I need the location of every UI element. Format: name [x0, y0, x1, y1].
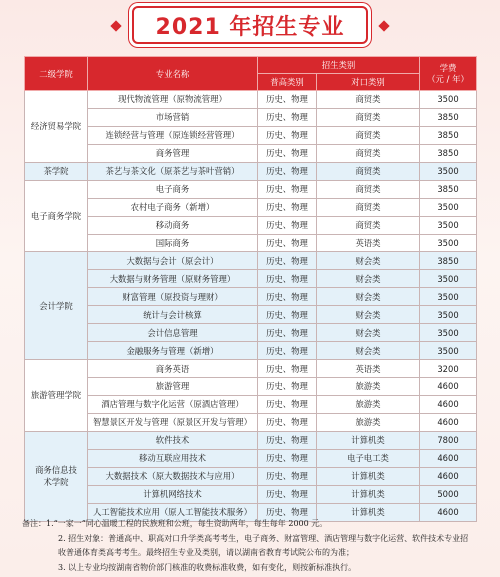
- major-cell: 农村电子商务（新增）: [88, 198, 258, 216]
- fee-cell: 4600: [420, 395, 477, 413]
- major-cell: 移动商务: [88, 216, 258, 234]
- major-header: 专业名称: [88, 57, 258, 91]
- general-subject-cell: 历史、物理: [258, 144, 317, 162]
- table-row: [25, 413, 477, 431]
- fee-cell: 3850: [420, 126, 477, 144]
- vocational-category-cell: 商贸类: [317, 144, 420, 162]
- fee-cell: 7800: [420, 431, 477, 449]
- vocational-category-cell: 商贸类: [317, 216, 420, 234]
- vocational-category-cell: 旅游类: [317, 413, 420, 431]
- major-cell: 市场营销: [88, 108, 258, 126]
- fee-cell: 5000: [420, 485, 477, 503]
- major-cell: 大数据与财务管理（原财务管理）: [88, 270, 258, 288]
- vocational-category-cell: 财会类: [317, 270, 420, 288]
- major-cell: 商务英语: [88, 360, 258, 378]
- fee-header-line2: （元 / 年）: [427, 73, 469, 84]
- table-row: [25, 324, 477, 342]
- table-body: [25, 91, 477, 522]
- footnotes: [22, 517, 484, 575]
- fee-cell: 4600: [420, 413, 477, 431]
- table-row: [25, 395, 477, 413]
- vocational-category-cell: 商贸类: [317, 162, 420, 180]
- table-row: [25, 288, 477, 306]
- general-subject-cell: 历史、物理: [258, 324, 317, 342]
- table-row: [25, 342, 477, 360]
- general-subject-cell: 历史、物理: [258, 413, 317, 431]
- general-subject-cell: 历史、物理: [258, 234, 317, 252]
- major-cell: 移动互联应用技术: [88, 449, 258, 467]
- general-subject-cell: 历史、物理: [258, 288, 317, 306]
- vocational-category-cell: 财会类: [317, 342, 420, 360]
- fee-cell: 3850: [420, 180, 477, 198]
- vocational-category-cell: 电子电工类: [317, 449, 420, 467]
- general-subject-cell: 历史、物理: [258, 270, 317, 288]
- college-name: 会计学院: [25, 252, 88, 360]
- major-cell: 统计与会计核算: [88, 306, 258, 324]
- major-cell: 旅游管理: [88, 378, 258, 396]
- general-subject-cell: 历史、物理: [258, 198, 317, 216]
- college-name: 旅游管理学院: [25, 360, 88, 432]
- vocational-category-cell: 商贸类: [317, 198, 420, 216]
- table-row: [25, 144, 477, 162]
- college-name: 茶学院: [25, 162, 88, 180]
- vocational-category-cell: 财会类: [317, 288, 420, 306]
- table-row: [25, 91, 477, 109]
- table-row: [25, 270, 477, 288]
- vocational-category-cell: 商贸类: [317, 126, 420, 144]
- college-name: 商务信息技术学院: [25, 431, 88, 521]
- table-row: [25, 378, 477, 396]
- vocational-category-cell: 财会类: [317, 324, 420, 342]
- table-row: [25, 198, 477, 216]
- fee-cell: 3500: [420, 342, 477, 360]
- fee-cell: 3500: [420, 288, 477, 306]
- vocational-header: 对口类别: [317, 74, 420, 91]
- college-header: 二级学院: [25, 57, 88, 91]
- fee-cell: 4600: [420, 378, 477, 396]
- fee-cell: 3500: [420, 91, 477, 109]
- general-subject-cell: 历史、物理: [258, 485, 317, 503]
- page-title: 2021 年招生专业: [155, 14, 345, 40]
- general-subject-cell: 历史、物理: [258, 467, 317, 485]
- general-subject-cell: 历史、物理: [258, 91, 317, 109]
- general-subject-cell: 历史、物理: [258, 216, 317, 234]
- fee-cell: 3500: [420, 234, 477, 252]
- vocational-category-cell: 计算机类: [317, 485, 420, 503]
- general-subject-cell: 历史、物理: [258, 431, 317, 449]
- vocational-category-cell: 商贸类: [317, 108, 420, 126]
- fee-cell: 4600: [420, 503, 477, 521]
- table-row: [25, 162, 477, 180]
- major-cell: 财富管理（原投资与理财）: [88, 288, 258, 306]
- fee-cell: 3200: [420, 360, 477, 378]
- vocational-category-cell: 财会类: [317, 252, 420, 270]
- fee-cell: 4600: [420, 449, 477, 467]
- note-line: 备注：1.“一家一”同心温暖工程的民族班和公班，每生资助两年，每生每年 2000 元。: [22, 519, 328, 528]
- fee-cell: 4600: [420, 467, 477, 485]
- general-subject-cell: 历史、物理: [258, 395, 317, 413]
- title-frame: [132, 6, 368, 44]
- table-row: [25, 485, 477, 503]
- fee-cell: 3500: [420, 216, 477, 234]
- table-row: [25, 234, 477, 252]
- general-subject-cell: 历史、物理: [258, 180, 317, 198]
- vocational-category-cell: 计算机类: [317, 431, 420, 449]
- general-subject-cell: 历史、物理: [258, 306, 317, 324]
- general-subject-cell: 历史、物理: [258, 503, 317, 521]
- fee-cell: 3500: [420, 306, 477, 324]
- major-cell: 软件技术: [88, 431, 258, 449]
- major-cell: 商务管理: [88, 144, 258, 162]
- fee-cell: 3500: [420, 270, 477, 288]
- table-row: [25, 431, 477, 449]
- table-row: [25, 216, 477, 234]
- title-banner: [0, 0, 500, 44]
- ornament-diamond-icon: [378, 20, 389, 31]
- table-row: [25, 467, 477, 485]
- general-subject-cell: 历史、物理: [258, 126, 317, 144]
- admissions-table: [24, 56, 477, 522]
- table-row: [25, 108, 477, 126]
- general-header: 普高类别: [258, 74, 317, 91]
- table-row: [25, 126, 477, 144]
- general-subject-cell: 历史、物理: [258, 378, 317, 396]
- major-cell: 现代物流管理（原物流管理）: [88, 91, 258, 109]
- general-subject-cell: 历史、物理: [258, 252, 317, 270]
- major-cell: 国际商务: [88, 234, 258, 252]
- major-cell: 智慧景区开发与管理（原景区开发与管理）: [88, 413, 258, 431]
- fee-cell: 3850: [420, 144, 477, 162]
- vocational-category-cell: 英语类: [317, 360, 420, 378]
- major-cell: 人工智能技术应用（原人工智能技术服务）: [88, 503, 258, 521]
- major-cell: 酒店管理与数字化运营（原酒店管理）: [88, 395, 258, 413]
- vocational-category-cell: 英语类: [317, 234, 420, 252]
- vocational-category-cell: 财会类: [317, 306, 420, 324]
- table-row: [25, 252, 477, 270]
- vocational-category-cell: 商贸类: [317, 180, 420, 198]
- category-header: 招生类别: [258, 57, 420, 74]
- major-cell: 金融服务与管理（新增）: [88, 342, 258, 360]
- major-cell: 计算机网络技术: [88, 485, 258, 503]
- vocational-category-cell: 旅游类: [317, 395, 420, 413]
- college-name: 经济贸易学院: [25, 91, 88, 163]
- note-line: 2. 招生对象：普通高中、职高对口升学类高考考生，电子商务、财富管理、酒店管理与数字化运营、软件技术专业招: [58, 533, 469, 543]
- table-row: [25, 360, 477, 378]
- general-subject-cell: 历史、物理: [258, 449, 317, 467]
- table-row: [25, 180, 477, 198]
- fee-header: [420, 57, 477, 91]
- fee-cell: 3850: [420, 252, 477, 270]
- table-row: [25, 306, 477, 324]
- vocational-category-cell: 计算机类: [317, 467, 420, 485]
- major-cell: 大数据技术（原大数据技术与应用）: [88, 467, 258, 485]
- college-name: 电子商务学院: [25, 180, 88, 252]
- major-cell: 茶艺与茶文化（原茶艺与茶叶营销）: [88, 162, 258, 180]
- vocational-category-cell: 计算机类: [317, 503, 420, 521]
- major-cell: 电子商务: [88, 180, 258, 198]
- fee-cell: 3500: [420, 324, 477, 342]
- ornament-diamond-icon: [110, 20, 121, 31]
- fee-cell: 3500: [420, 162, 477, 180]
- fee-cell: 3500: [420, 198, 477, 216]
- note-line: 收普通体育类高考考生。最终招生专业及类别，请以湖南省教育考试院公布的为准；: [58, 548, 354, 557]
- general-subject-cell: 历史、物理: [258, 162, 317, 180]
- major-cell: 会计信息管理: [88, 324, 258, 342]
- vocational-category-cell: 旅游类: [317, 378, 420, 396]
- general-subject-cell: 历史、物理: [258, 108, 317, 126]
- general-subject-cell: 历史、物理: [258, 342, 317, 360]
- vocational-category-cell: 商贸类: [317, 91, 420, 109]
- major-cell: 连锁经营与管理（原连锁经营管理）: [88, 126, 258, 144]
- note-line: 3. 以上专业均按湖南省物价部门核准的收费标准收费，如有变化，则按新标准执行。: [58, 562, 357, 572]
- general-subject-cell: 历史、物理: [258, 360, 317, 378]
- fee-cell: 3850: [420, 108, 477, 126]
- major-cell: 大数据与会计（原会计）: [88, 252, 258, 270]
- fee-header-line1: 学费: [439, 62, 457, 73]
- table-row: [25, 449, 477, 467]
